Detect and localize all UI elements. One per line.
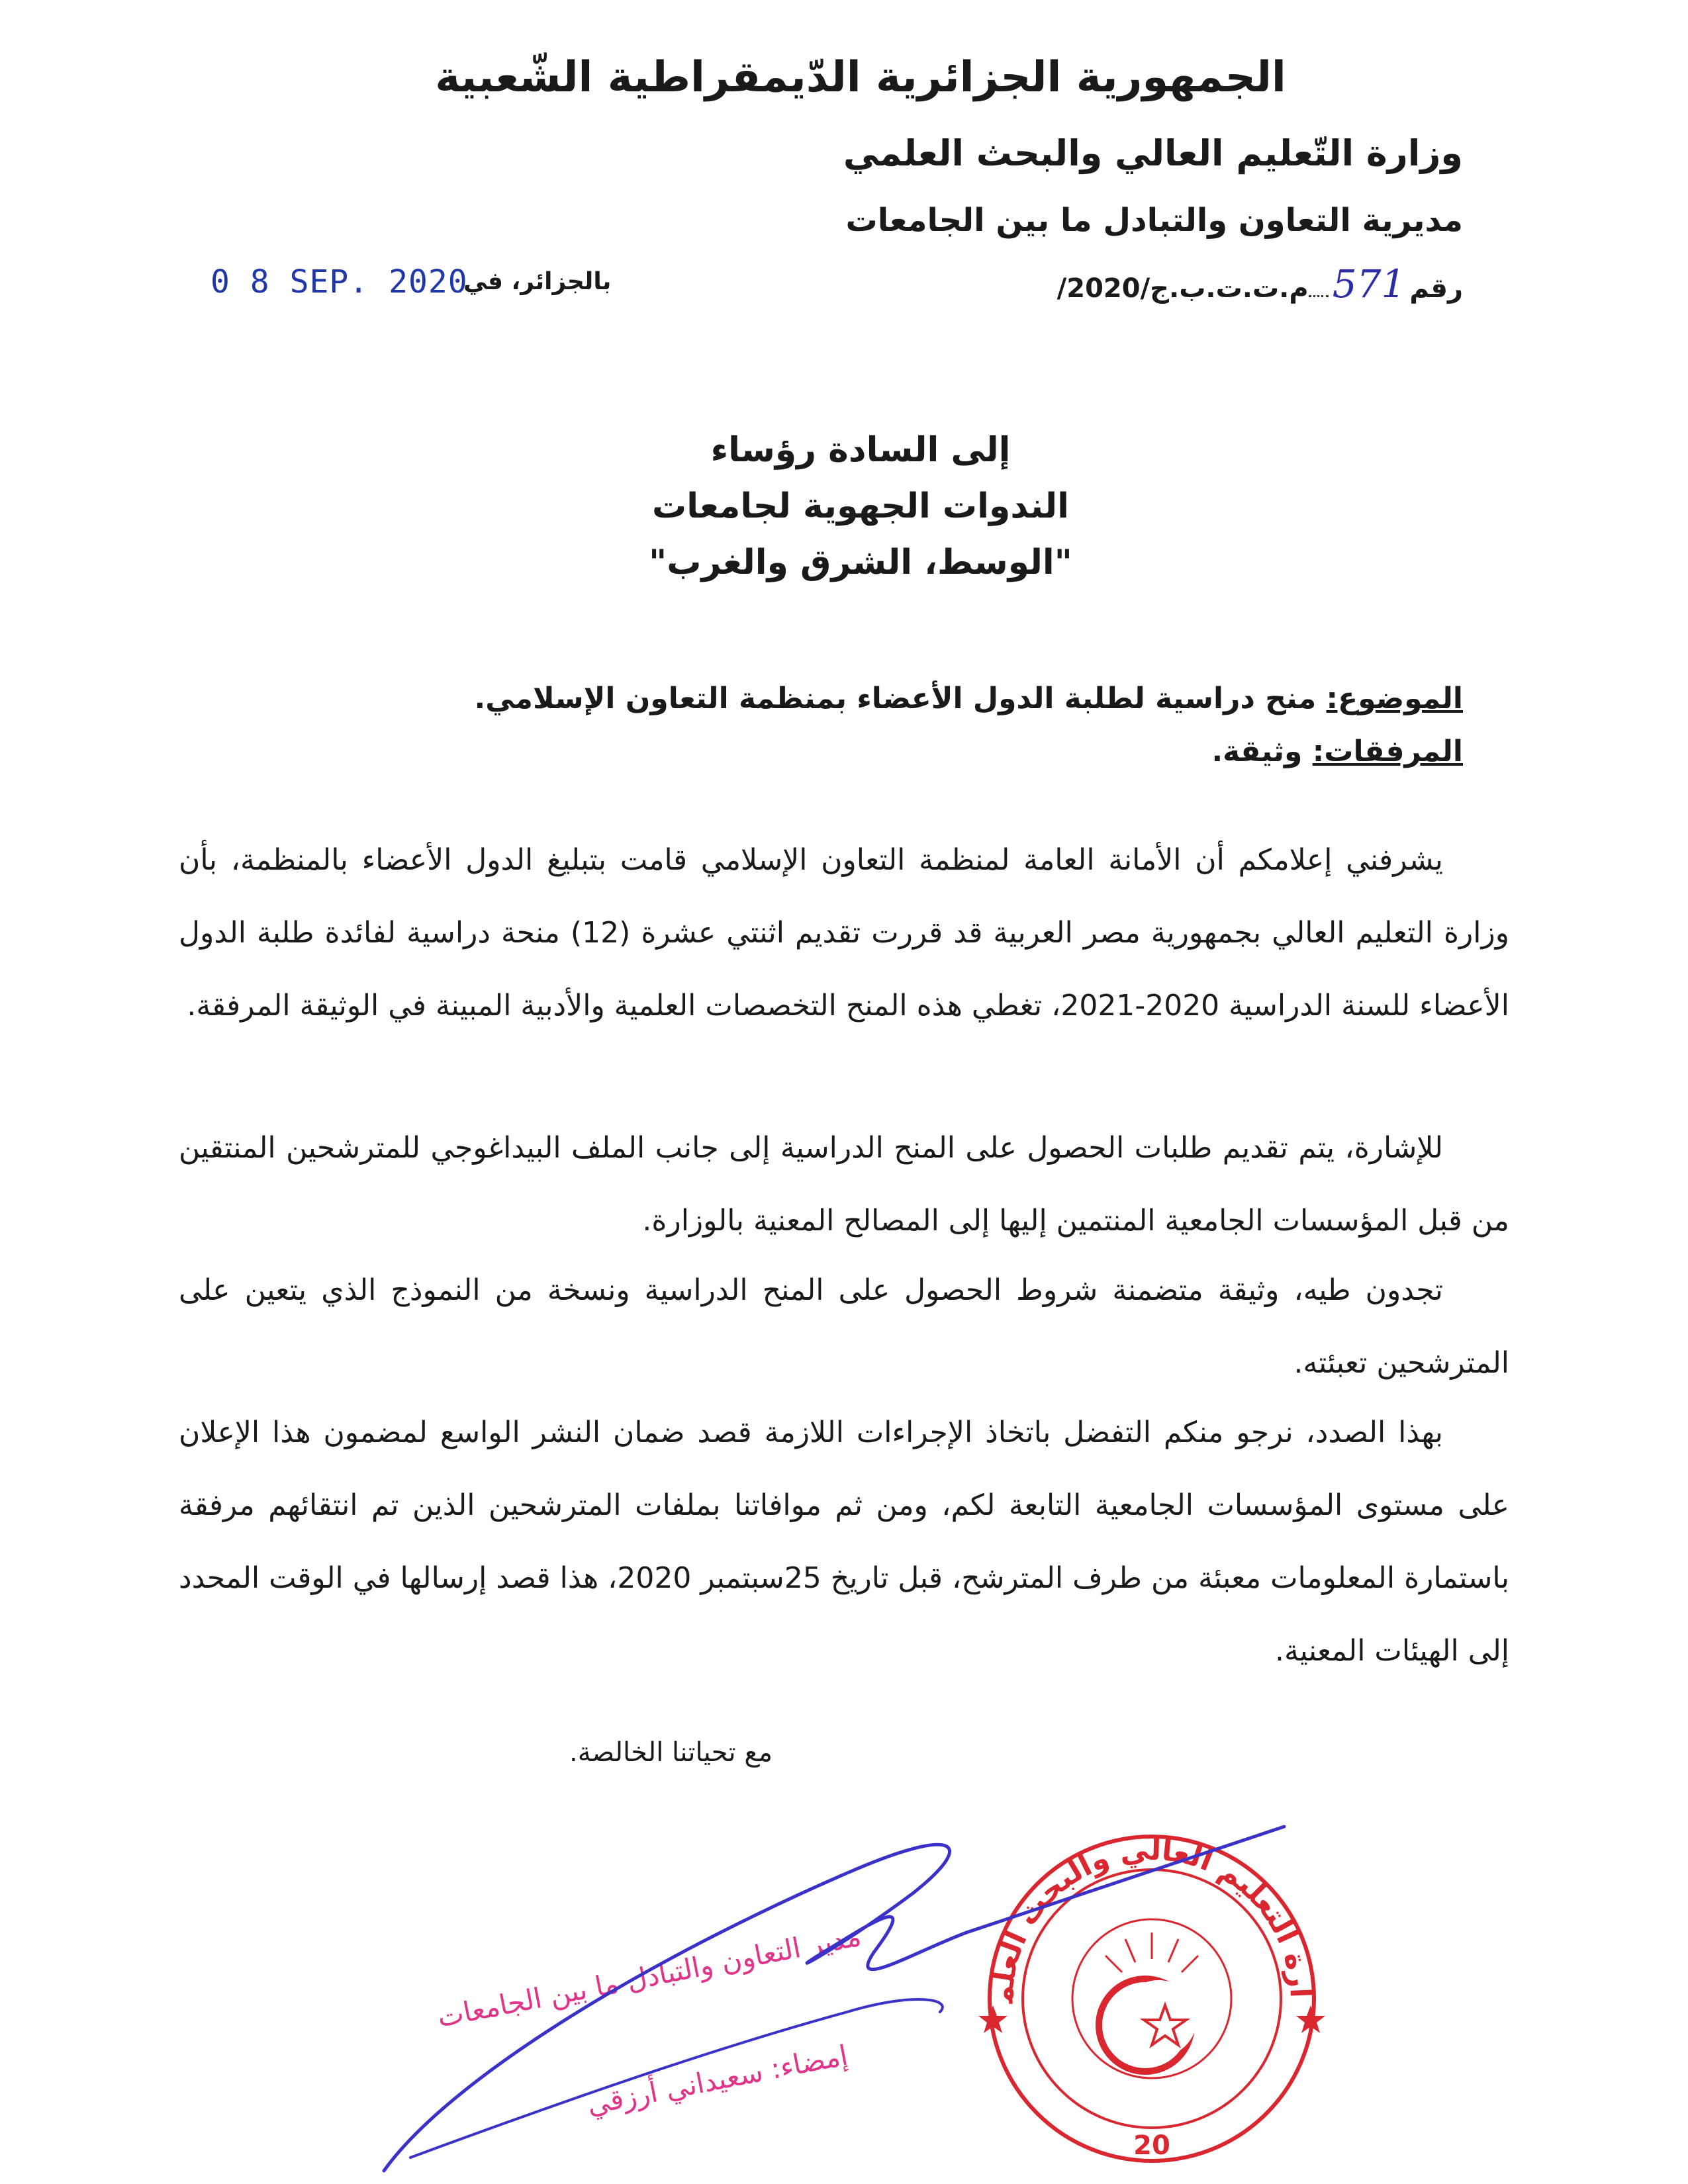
addressee-line-2: الندوات الجهوية لجامعات: [652, 486, 1069, 526]
ministry-title: وزارة التّعليم العالي والبحث العلمي: [843, 132, 1463, 174]
attachments-text: وثيقة.: [1211, 735, 1303, 768]
reference-dots: [1309, 295, 1329, 297]
subject-text: منح دراسية لطلبة الدول الأعضاء بمنظمة التعاون الإسلامي.: [474, 682, 1317, 715]
paragraph-text: تجدون طيه، وثيقة متضمنة شروط الحصول على المنح الدراسية ونسخة من النموذج الذي يتعين على المترشحين تعبئته.: [179, 1273, 1509, 1380]
svg-text:وزارة التعليم العالي والبحث ال: ارة التعليم العالي والبحث العلم: [986, 1833, 1318, 2004]
signature-title: مدير التعاون والتبادل ما بين الجامعات: [434, 1919, 864, 2034]
closing-salutation: مع تحياتنا الخالصة.: [569, 1737, 773, 1768]
place-label: بالجزائر، في: [463, 268, 612, 295]
attachments-line: [1211, 735, 1463, 768]
svg-text:20: 20: [1133, 2130, 1170, 2161]
body-paragraph-4: [179, 1396, 1509, 1688]
body-paragraph-1: [179, 824, 1509, 1042]
subject-label: الموضوع:: [1326, 682, 1463, 715]
directorate-title: مديرية التعاون والتبادل ما بين الجامعات: [845, 202, 1463, 239]
body-paragraph-2: [179, 1112, 1509, 1257]
paragraph-text: بهذا الصدد، نرجو منكم التفضل باتخاذ الإجراءات اللازمة قصد ضمان النشر الواسع لمضمون هذا الإعلان على مستوى المؤسسات الجامعية التابعة لكم، ومن ثم موافاتنا بملفات المترشحين الذين تم انتقائهم مرفقة باستمارة المعلومات معبئة من طرف المترشح، قبل تاريخ 25سبتمبر 2020، هذا قصد إرسالها في الوقت المحدد إلى الهيئات المعنية.: [179, 1416, 1510, 1668]
reference-line: [1057, 261, 1463, 306]
handwritten-signature: [371, 1800, 1297, 2184]
addressee-line-1: إلى السادة رؤساء: [710, 430, 1011, 470]
paragraph-text: للإشارة، يتم تقديم طلبات الحصول على المنح الدراسية إلى جانب الملف البيداغوجي للمترشحين المنتقين من قبل المؤسسات الجامعية المنتمين إليها إلى المصالح المعنية بالوزارة.: [179, 1131, 1509, 1238]
date-stamp: 0 8 SEP. 2020: [211, 263, 468, 300]
republic-title: الجمهورية الجزائرية الدّيمقراطية الشّعبية: [435, 53, 1286, 102]
signature-name: إمضاء: سعيداني أرزقي: [584, 2038, 851, 2121]
reference-suffix: /م.ت.ت.ب.ج/2020: [1056, 273, 1309, 304]
addressee-line-3: "الوسط، الشرق والغرب": [649, 543, 1072, 582]
body-paragraph-3: [179, 1254, 1509, 1400]
reference-number: 571: [1332, 261, 1406, 306]
attachments-label: المرفقات:: [1312, 735, 1463, 768]
subject-line: [475, 682, 1463, 715]
paragraph-text: يشرفني إعلامكم أن الأمانة العامة لمنظمة التعاون الإسلامي قامت بتبليغ الدول الأعضاء بالمنظمة، بأن وزارة التعليم العالي بجمهورية مصر العربية قد قررت تقديم اثنتي عشرة (12) منحة دراسية لفائدة طلبة الدول الأعضاء للسنة الدراسية 2020-2021، تغطي هذه المنح التخصصات العلمية والأدبية المبينة في الوثيقة المرفقة.: [179, 843, 1509, 1023]
reference-label: رقم: [1409, 273, 1463, 304]
